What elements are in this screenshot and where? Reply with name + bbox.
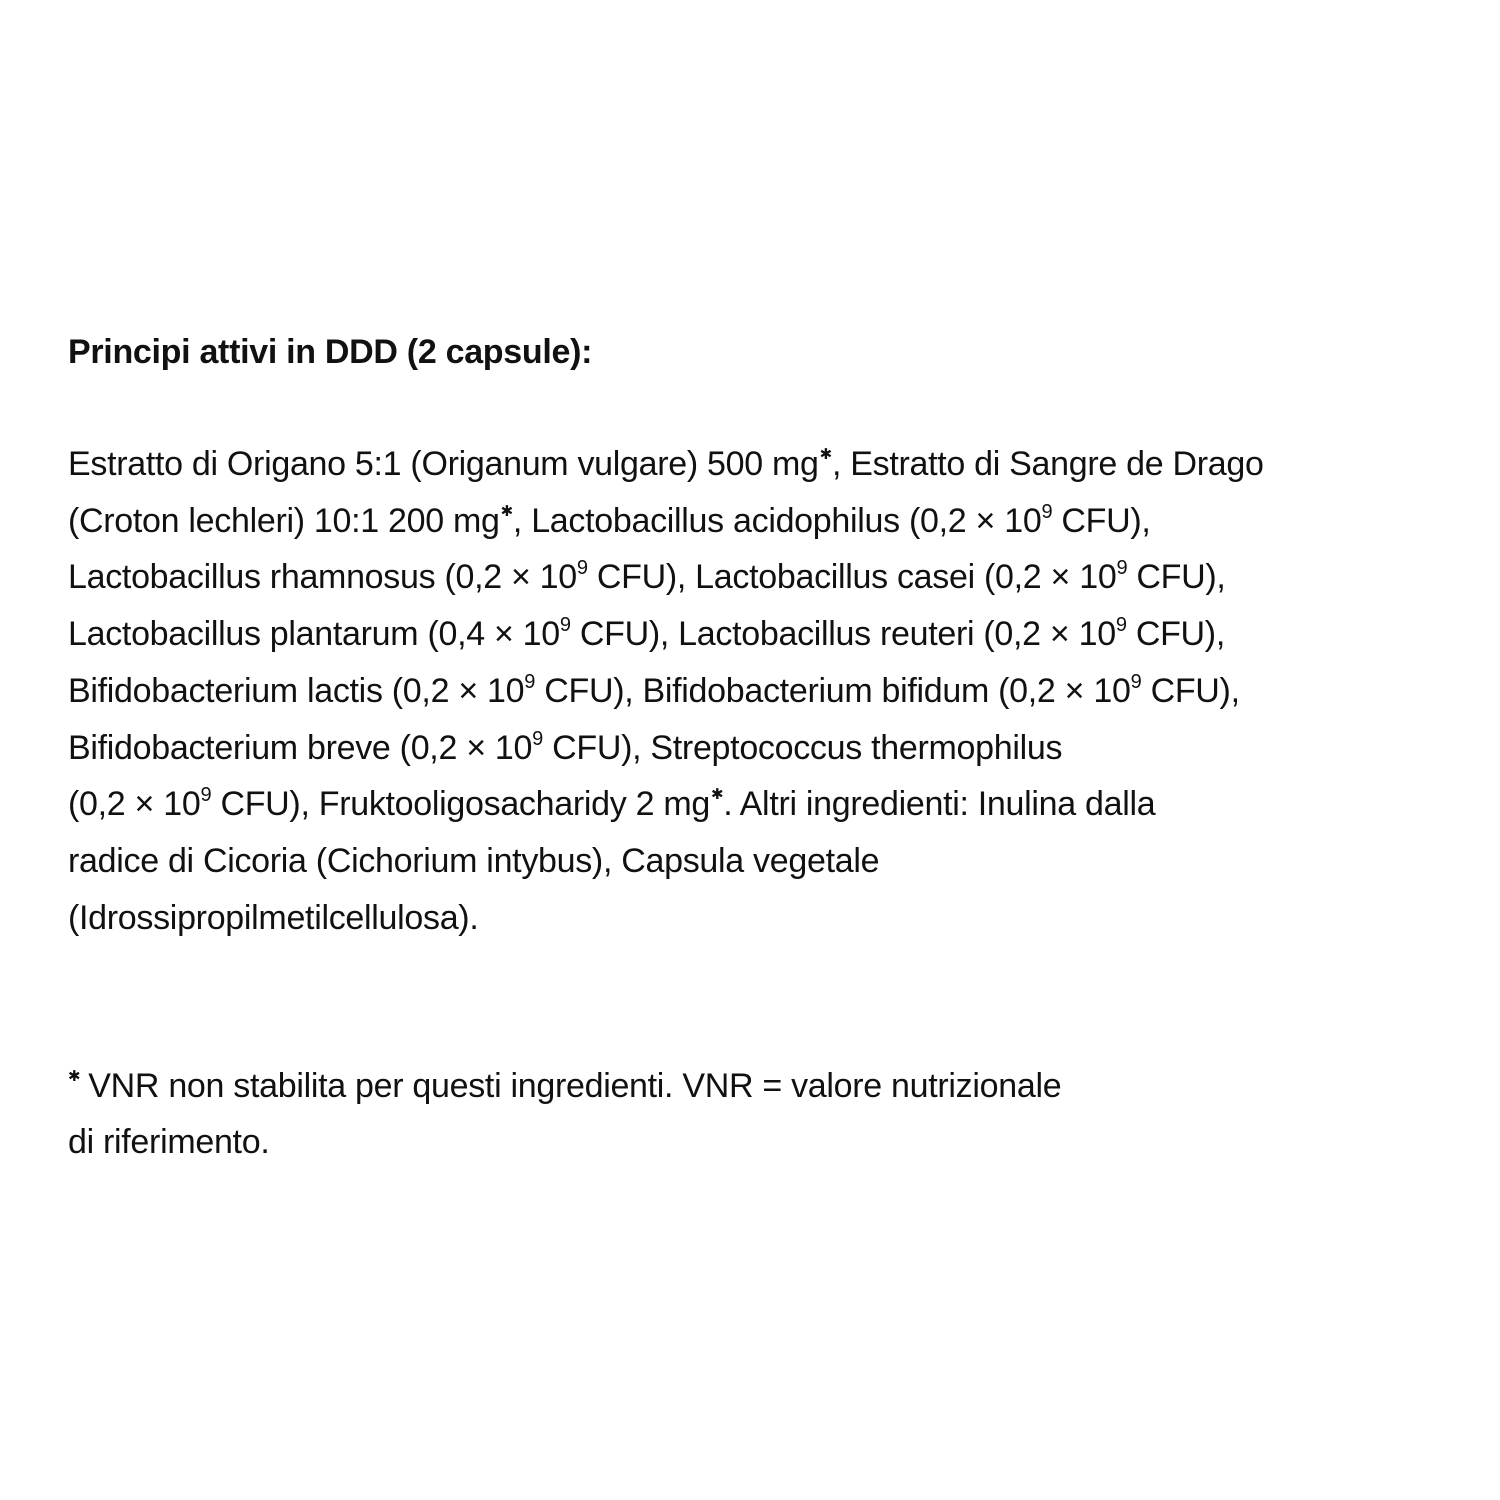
text-segment: CFU), Fruktooligosacharidy 2 mg: [211, 785, 710, 824]
footnote-line: di riferimento.: [68, 1123, 270, 1161]
ingredients-line: [68, 606, 1448, 663]
exponent: 9: [524, 670, 536, 693]
text-segment: CFU), Streptococcus thermophilus: [542, 728, 1063, 767]
exponent: 9: [1041, 500, 1053, 523]
text-segment: CFU),: [1141, 671, 1240, 710]
text-segment: Bifidobacterium lactis (0,2 × 10: [68, 671, 525, 710]
ingredients-line: [68, 663, 1448, 720]
section-heading: Principi attivi in DDD (2 capsule):: [68, 333, 593, 371]
text-segment: . Altri ingredienti: Inulina dalla: [723, 785, 1156, 824]
exponent: 9: [1116, 557, 1128, 580]
exponent: 9: [532, 727, 543, 750]
exponent: 9: [1130, 670, 1142, 693]
text-segment: , Estratto di Sangre de Drago: [831, 445, 1264, 483]
ingredients-line: (Idrossipropilmetilcellulosa).: [68, 898, 479, 937]
text-segment: CFU), Lactobacillus casei (0,2 × 10: [587, 558, 1117, 597]
footnote-line: [68, 1058, 1448, 1114]
text-segment: , Lactobacillus acidophilus (0,2 × 10: [512, 501, 1042, 540]
text-segment: Bifidobacterium breve (0,2 × 10: [68, 728, 533, 767]
text-segment: CFU),: [1127, 558, 1226, 597]
text-segment: CFU), Bifidobacterium bifidum (0,2 × 10: [535, 671, 1131, 710]
ingredients-paragraph: [68, 436, 1448, 946]
text-segment: CFU),: [1052, 501, 1151, 540]
footnote-marker: ✱: [819, 446, 832, 463]
text-segment: (Croton lechleri) 10:1 200 mg: [68, 501, 500, 540]
ingredients-line: radice di Cicoria (Cichorium intybus), Capsula vegetale: [68, 841, 880, 880]
ingredients-line: [68, 720, 1448, 777]
footnote-marker: ✱: [68, 1068, 81, 1085]
exponent: 9: [559, 614, 571, 637]
exponent: 9: [1115, 614, 1127, 637]
ingredients-line: [68, 776, 1448, 833]
text-segment: Lactobacillus rhamnosus (0,2 × 10: [68, 558, 577, 597]
text-segment: CFU), Lactobacillus reuteri (0,2 × 10: [570, 615, 1116, 654]
footnote: [68, 1058, 1448, 1170]
text-segment: CFU),: [1126, 615, 1225, 654]
ingredients-line: [68, 493, 1448, 550]
text-segment: VNR non stabilita per questi ingredienti. VNR = valore nutrizionale: [88, 1067, 1062, 1105]
footnote-marker: ✱: [500, 502, 513, 520]
text-segment: Estratto di Origano 5:1 (Origanum vulgare) 500 mg: [68, 445, 819, 483]
footnote-marker: ✱: [710, 786, 724, 804]
ingredients-line: [68, 436, 1448, 493]
text-segment: Lactobacillus plantarum (0,4 × 10: [68, 615, 560, 654]
ingredients-line: [68, 549, 1448, 606]
exponent: 9: [576, 557, 588, 580]
exponent: 9: [200, 784, 212, 807]
text-segment: (0,2 × 10: [68, 785, 201, 824]
